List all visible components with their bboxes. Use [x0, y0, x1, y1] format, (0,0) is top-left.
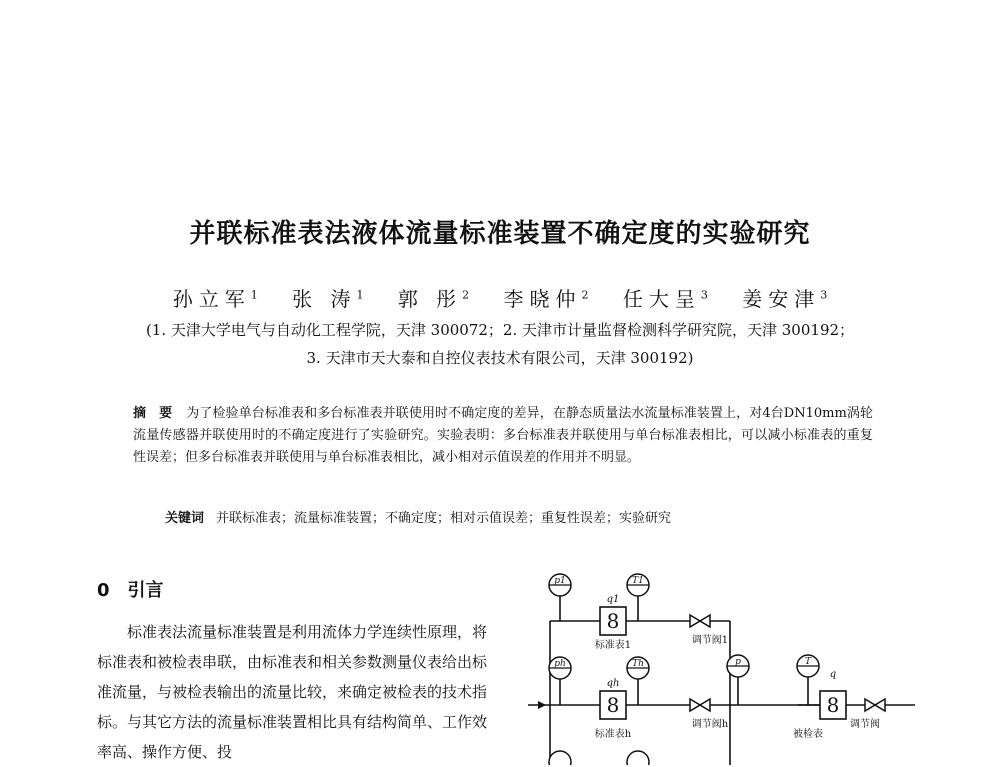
svg-text:8: 8 [826, 693, 840, 717]
meter-1-label: 标准表1 [594, 640, 632, 651]
affiliation-line-1: (1. 天津大学电气与自动化工程学院，天津 300072；2. 天津市计量监督检测科学研究院，天津 300192； [145, 321, 855, 339]
valve-h [690, 699, 700, 711]
flow-q1-label: q1 [606, 594, 620, 605]
intro-paragraph: 标准表法流量标准装置是利用流体力学连续性原理，将标准表和被检表串联，由标准表和相关参数测量仪表给出标准流量，与被检表输出的流量比较，来确定被检表的技术指标。与其它方法的流量标准装置相比具有结构简单、工作效率高、操作方便、投 [97, 623, 488, 761]
gauge-t-label: T [804, 657, 812, 667]
author: 李晓仲$^2$ [503, 287, 589, 311]
gauge-p1-label: p1 [554, 576, 566, 586]
meter-h-label: 标准表h [594, 729, 632, 740]
gauge-t1-label: T1 [632, 576, 644, 586]
author-list [0, 283, 1000, 312]
meter-under-test [820, 691, 846, 719]
section-heading: 0 引言 [97, 580, 164, 601]
valve-1 [690, 615, 700, 627]
paper-title: 并联标准表法液体流量标准装置不确定度的实验研究 [189, 219, 811, 249]
author: 任大呈$^3$ [622, 287, 708, 311]
keywords-label: 关键词 [165, 511, 205, 526]
author: 孙立军$^1$ [172, 287, 258, 311]
body-text [97, 617, 487, 767]
gauge-th-label: Th [632, 659, 644, 669]
affiliation-line-2: 3. 天津市天大泰和自控仪表技术有限公司，天津 300192) [306, 349, 694, 367]
valve-h-label: 调节阀h [691, 719, 729, 730]
valve-main [865, 699, 875, 711]
svg-text:8: 8 [606, 609, 620, 633]
author: 姜安津$^3$ [742, 287, 828, 311]
keywords-text: 并联标准表；流量标准装置；不确定度；相对示值误差；重复性误差；实验研究 [216, 511, 672, 526]
valve-main-label: 调节阀 [850, 719, 880, 730]
keywords [165, 507, 671, 526]
abstract-label: 摘 要 [133, 406, 173, 421]
valve-1-label: 调节阀1 [691, 635, 729, 646]
flow-diagram [520, 565, 920, 765]
abstract [133, 403, 873, 469]
gauge-ph-label: ph [554, 659, 566, 669]
flow-q-label: q [829, 669, 837, 680]
svg-text:8: 8 [606, 693, 620, 717]
author: 郭 彤$^2$ [397, 287, 470, 311]
standard-meter-1 [600, 607, 626, 635]
standard-meter-h [600, 691, 626, 719]
author: 张 涛$^1$ [292, 287, 364, 311]
flow-qh-label: qh [606, 678, 620, 689]
abstract-text: 为了检验单台标准表和多台标准表并联使用时不确定度的差异，在静态质量法水流量标准装置上，对4台DN10mm涡轮流量传感器并联使用时的不确定度进行了实验研究。实验表明：多台标准表并联使用与单台标准表相比，可以减小标准表的重复性误差；但多台标准表并联使用与单台标准表相比，减小相对示值误差的作用并不明显。 [133, 406, 873, 465]
meter-test-label: 被检表 [793, 729, 823, 740]
gauge-p-label: p [735, 657, 741, 667]
